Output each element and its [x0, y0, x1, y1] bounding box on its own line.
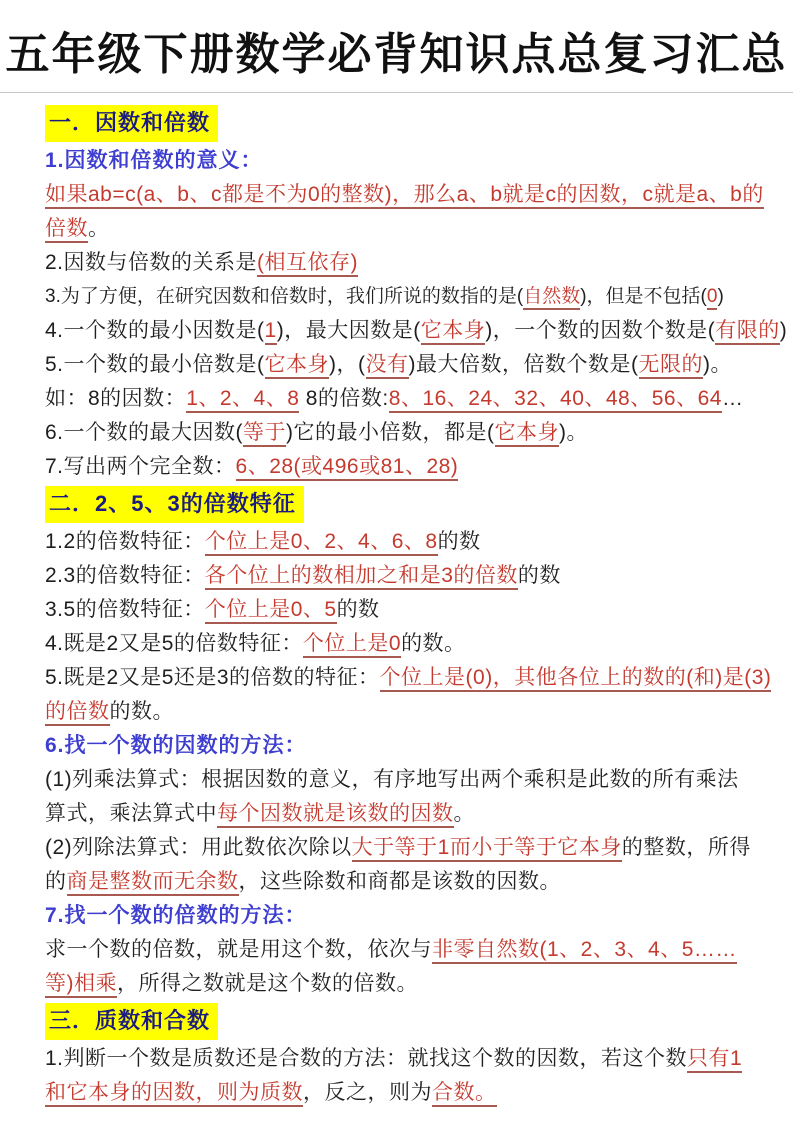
text-segment: … — [721, 387, 744, 411]
text-segment: 6、28(或496或81、28) — [236, 455, 459, 481]
text-segment: 3.5的倍数特征： — [45, 598, 205, 622]
text-line — [45, 593, 765, 627]
text-segment: 它本身 — [421, 319, 486, 345]
text-segment: 自然数 — [523, 286, 580, 310]
section-row — [45, 486, 765, 524]
text-segment: 。 — [453, 802, 475, 826]
text-segment: 和它本身的因数，则为质数 — [45, 1081, 303, 1107]
text-segment: 倍数 — [45, 217, 88, 243]
content — [0, 93, 793, 1110]
section-row — [45, 1003, 765, 1041]
text-segment: 的数 — [437, 530, 481, 554]
text-segment: 4.一个数的最小因数是( — [45, 319, 265, 343]
text-segment: 1 — [265, 319, 277, 345]
text-line — [45, 348, 765, 382]
text-segment: (2)列除法算式：用此数依次除以 — [45, 836, 352, 860]
text-segment: 每个因数就是该数的因数 — [217, 802, 454, 828]
section-header: 一．因数和倍数 — [45, 105, 218, 142]
text-segment: 个位上是0、5 — [205, 598, 337, 624]
text-segment: )它的最小倍数，都是( — [286, 421, 495, 445]
text-segment: 求一个数的倍数，就是用这个数，依次与 — [45, 938, 432, 962]
text-segment: 1.判断一个数是质数还是合数的方法：就找这个数的因数，若这个数 — [45, 1047, 688, 1071]
text-line — [45, 797, 765, 831]
text-segment: )。 — [559, 421, 589, 445]
text-segment: 的整数，所得 — [621, 836, 751, 860]
text-segment: ) — [717, 286, 724, 308]
text-line — [45, 695, 765, 729]
text-segment: ) — [779, 319, 788, 343]
section-header: 二．2、5、3的倍数特征 — [45, 486, 304, 523]
text-segment: 个位上是(0)，其他各位上的数的(和)是(3) — [380, 666, 772, 692]
text-segment: )最大倍数，倍数个数是( — [408, 353, 639, 377]
text-segment: 算式，乘法算式中 — [45, 802, 217, 826]
text-line — [45, 280, 765, 314]
text-segment: ，这些除数和商都是该数的因数。 — [238, 870, 561, 894]
text-line — [45, 178, 765, 212]
text-line — [45, 450, 765, 484]
text-line — [45, 899, 765, 933]
text-segment: 8、16、24、32、40、48、56、64 — [389, 387, 722, 413]
text-line — [45, 729, 765, 763]
text-segment: 没有 — [366, 353, 409, 379]
text-segment: 4.既是2又是5的倍数特征： — [45, 632, 303, 656]
text-segment: 7.写出两个完全数： — [45, 455, 236, 479]
text-segment: ，反之，则为 — [303, 1081, 432, 1105]
text-segment: 个位上是0、2、4、6、8 — [205, 530, 438, 556]
text-line — [45, 314, 788, 348]
text-segment: 它本身 — [265, 353, 330, 379]
text-segment: )，( — [329, 353, 366, 377]
text-line — [45, 1042, 765, 1076]
text-segment: 。 — [88, 217, 110, 241]
text-segment: 的数 — [336, 598, 380, 622]
text-segment: 商是整数而无余数 — [67, 870, 239, 896]
text-segment: 大于等于1而小于等于它本身 — [352, 836, 622, 862]
text-segment: 6.一个数的最大因数( — [45, 421, 244, 445]
text-segment: )，最大因数是( — [276, 319, 421, 343]
text-segment: 5.一个数的最小倍数是( — [45, 353, 265, 377]
text-segment: 的 — [45, 870, 67, 894]
text-segment: 个位上是0 — [303, 632, 401, 658]
text-line — [45, 933, 765, 967]
text-segment: )，一个数的因数个数是( — [485, 319, 716, 343]
text-line — [45, 525, 765, 559]
text-segment: 它本身 — [495, 421, 560, 447]
text-line — [45, 382, 765, 416]
page-title: 五年级下册数学必背知识点总复习汇总 — [5, 30, 788, 79]
text-line — [45, 559, 765, 593]
text-segment: 的数。 — [401, 632, 466, 656]
section-row — [45, 105, 765, 143]
text-segment: 1、2、4、8 — [186, 387, 299, 413]
text-line — [45, 661, 772, 695]
text-segment: ，所得之数就是这个数的倍数。 — [117, 972, 418, 996]
text-segment: 3.为了方便，在研究因数和倍数时，我们所说的数指的是( — [45, 286, 524, 308]
text-segment: )。 — [703, 353, 733, 377]
text-segment: 8的倍数: — [299, 387, 389, 411]
text-segment: )，但是不包括( — [580, 286, 707, 308]
text-segment: 0 — [707, 286, 718, 310]
text-segment: 无限的 — [639, 353, 704, 379]
text-segment: 5.既是2又是5还是3的倍数的特征： — [45, 666, 380, 690]
text-line — [45, 865, 765, 899]
text-segment: 7.找一个数的倍数的方法： — [45, 904, 307, 928]
text-segment: 的倍数 — [45, 700, 110, 726]
text-line — [45, 967, 765, 1001]
text-segment: 非零自然数(1、2、3、4、5…… — [432, 938, 737, 964]
text-line — [45, 144, 765, 178]
text-segment: (相互依存) — [257, 251, 358, 277]
section-header: 三．质数和合数 — [45, 1003, 218, 1040]
text-segment: 如果ab=c(a、b、c都是不为0的整数)，那么a、b就是c的因数，c就是a、b的 — [45, 183, 764, 209]
text-segment: (1)列乘法算式：根据因数的意义，有序地写出两个乘积是此数的所有乘法 — [45, 768, 739, 792]
text-line — [45, 246, 765, 280]
text-segment: 有限的 — [715, 319, 780, 345]
text-line — [45, 831, 765, 865]
text-segment: 如：8的因数： — [45, 387, 187, 411]
text-segment: 的数。 — [109, 700, 174, 724]
text-segment: 6.找一个数的因数的方法： — [45, 734, 307, 758]
text-line — [45, 763, 765, 797]
text-segment: 等)相乘 — [45, 972, 117, 998]
text-segment: 2.3的倍数特征： — [45, 564, 205, 588]
text-segment: 等于 — [243, 421, 286, 447]
text-segment: 各个位上的数相加之和是3的倍数 — [205, 564, 518, 590]
text-line — [45, 1076, 765, 1110]
text-segment: 的数 — [517, 564, 561, 588]
text-line — [45, 627, 765, 661]
text-line — [45, 416, 765, 450]
text-line — [45, 212, 765, 246]
text-segment: 1.因数和倍数的意义： — [45, 149, 263, 173]
text-segment: 2.因数与倍数的关系是 — [45, 251, 258, 275]
text-segment: 1.2的倍数特征： — [45, 530, 205, 554]
text-segment: 只有1 — [687, 1047, 742, 1073]
text-segment: 合数。 — [432, 1081, 497, 1107]
